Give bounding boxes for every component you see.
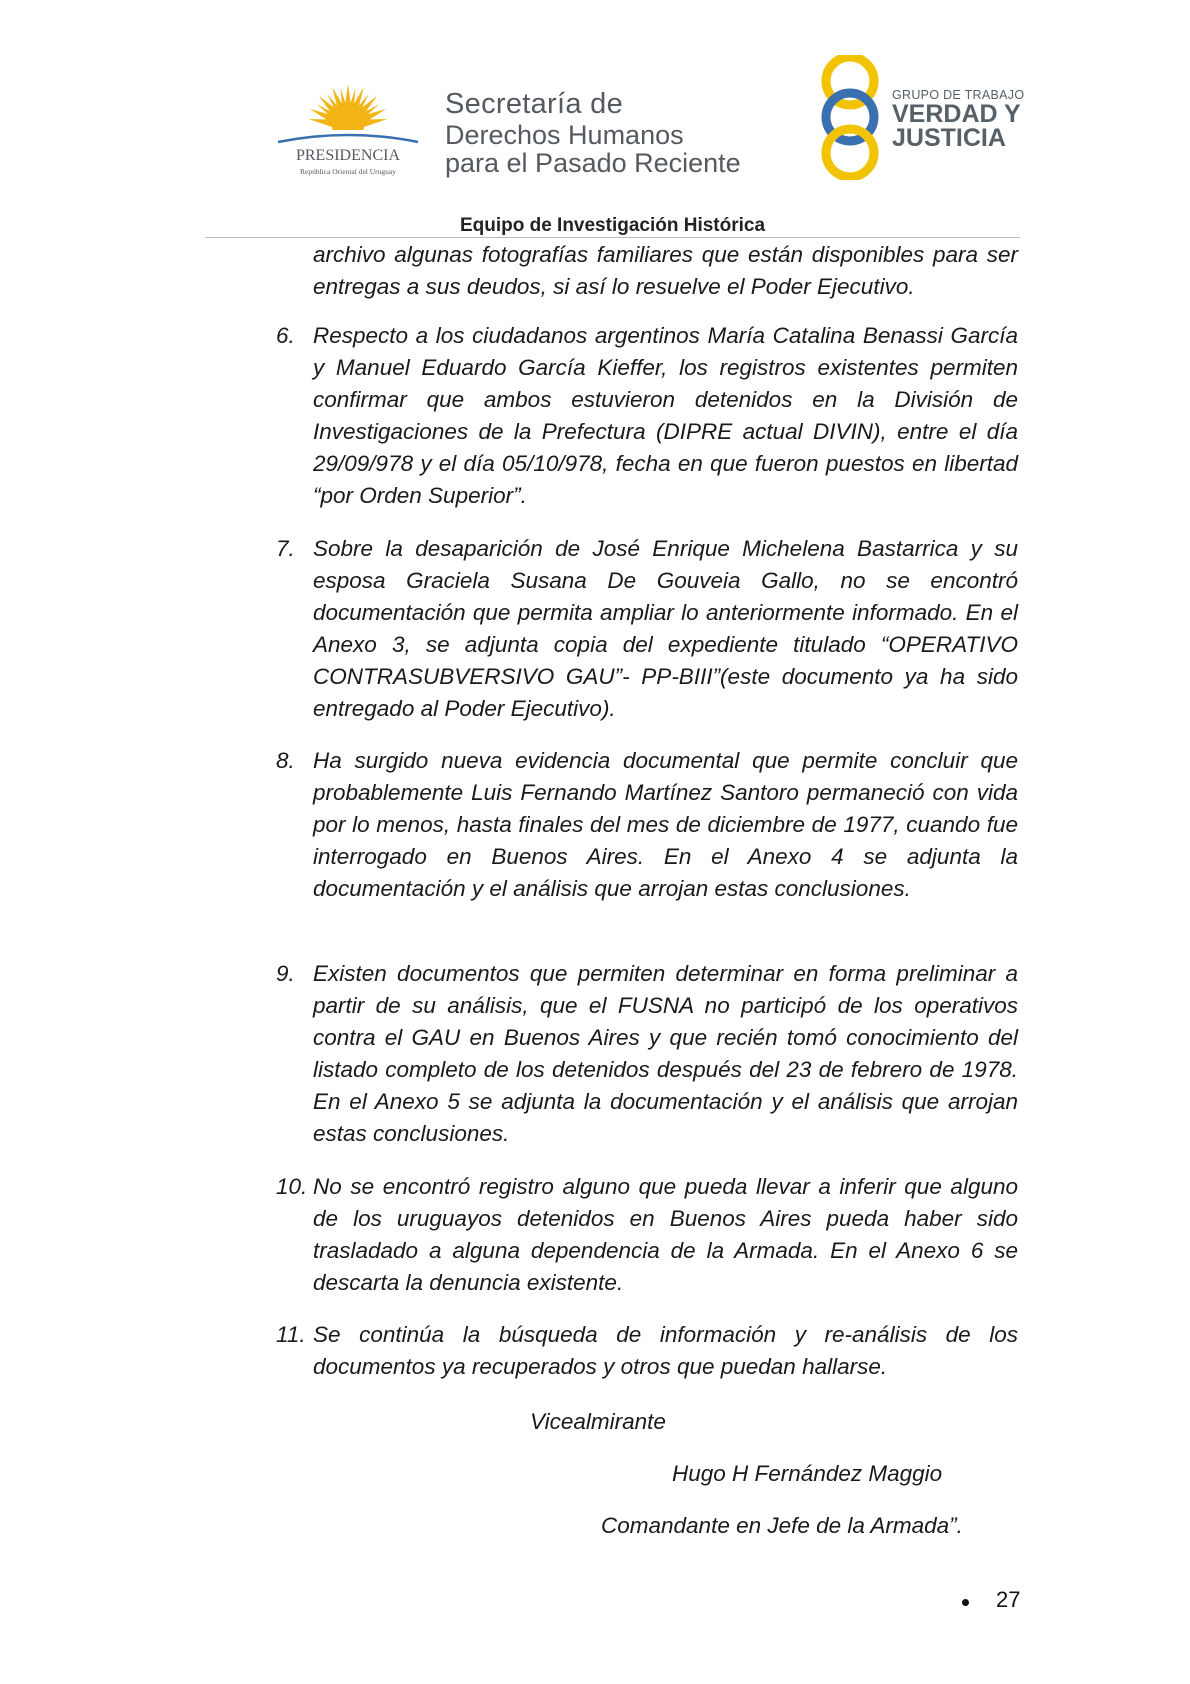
grupo-line3: JUSTICIA xyxy=(892,124,1006,152)
grupo-line1: GRUPO DE TRABAJO xyxy=(892,88,1025,102)
signature-rank: Vicealmirante xyxy=(530,1409,666,1434)
header-divider xyxy=(205,237,1020,238)
secretaria-title xyxy=(445,88,775,177)
list-item-number: 7. xyxy=(276,536,295,561)
grupo-line2: VERDAD Y xyxy=(892,100,1021,128)
verdad-justicia-logo xyxy=(815,55,885,180)
signature-name: Hugo H Fernández Maggio xyxy=(672,1461,943,1486)
secretaria-line3: para el Pasado Reciente xyxy=(445,148,741,178)
bullet-icon xyxy=(962,1599,969,1606)
list-item-text: Respecto a los ciudadanos argentinos María Catalina Benassi García y Manuel Eduardo García Kieffer, los registros existentes permiten confirmar que ambos estuvieron detenidos en la División de Investigaciones de la Prefectura (DIPRE actual DIVIN), entre el día 29/09/978 y el día 05/10/978, fecha en que fueron puestos en libertad “por Orden Superior”. xyxy=(313,323,1018,508)
list-item-number: 10. xyxy=(276,1174,308,1199)
list-item-number: 11. xyxy=(276,1322,306,1347)
secretaria-line1: Secretaría de xyxy=(445,88,623,120)
list-item-text: Se continúa la búsqueda de información y re-análisis de los documentos ya recuperados y otros que puedan hallarse. xyxy=(313,1322,1018,1379)
list-item-text: Existen documentos que permiten determinar en forma preliminar a partir de su análisis, que el FUSNA no participó de los operativos contra el GAU en Buenos Aires y que recién tomó conocimiento del listado completo de los detenidos después del 23 de febrero de 1978. En el Anexo 5 se adjunta la documentación y el análisis que arrojan estas conclusiones. xyxy=(313,961,1018,1146)
list-item-number: 6. xyxy=(276,323,295,348)
presidencia-name: PRESIDENCIA xyxy=(295,147,401,164)
list-item-number: 8. xyxy=(276,748,295,773)
rings-icon xyxy=(815,55,885,180)
signature-title: Comandante en Jefe de la Armada”. xyxy=(601,1513,963,1538)
list-item-text: Sobre la desaparición de José Enrique Michelena Bastarrica y su esposa Graciela Susana De Gouveia Gallo, no se encontró documentación que permita ampliar lo anteriormente informado. En el Anexo 3, se adjunta copia del expediente titulado “OPERATIVO CONTRASUBVERSIVO GAU”- PP-BIII”(este documento ya ha sido entregado al Poder Ejecutivo). xyxy=(313,536,1018,721)
presidencia-logo xyxy=(268,78,428,178)
list-item-text: Ha surgido nueva evidencia documental que permite concluir que probablemente Luis Fernando Martínez Santoro permaneció con vida por lo menos, hasta finales del mes de diciembre de 1977, cuando fue interrogado en Buenos Aires. En el Anexo 4 se adjunta la documentación y el análisis que arrojan estas conclusiones. xyxy=(313,748,1018,901)
page-number: 27 xyxy=(996,1587,1021,1612)
list-item-number: 9. xyxy=(276,961,295,986)
sun-icon xyxy=(268,78,428,178)
secretaria-line2: Derechos Humanos xyxy=(445,120,684,150)
presidencia-subtitle: República Oriental del Uruguay xyxy=(299,167,397,176)
grupo-trabajo-title xyxy=(892,88,1042,150)
continuation-paragraph: archivo algunas fotografías familiares que están disponibles para ser entregas a sus deudos, si así lo resuelve el Poder Ejecutivo. xyxy=(313,242,1018,299)
list-item-text: No se encontró registro alguno que pueda llevar a inferir que alguno de los uruguayos detenidos en Buenos Aires pueda haber sido trasladado a alguna dependencia de la Armada. En el Anexo 6 se descarta la denuncia existente. xyxy=(313,1174,1018,1295)
unit-title: Equipo de Investigación Histórica xyxy=(459,215,766,236)
